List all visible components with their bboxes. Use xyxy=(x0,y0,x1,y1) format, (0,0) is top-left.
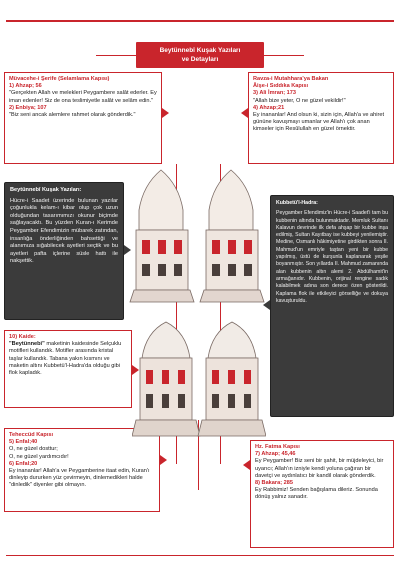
kaide-text-wrap xyxy=(9,341,127,377)
kusak-text: Hücre-i Saadet üzerinde bulunan yazılar çoğunlukla kelam-ı kibar olup çok uzun olduğundan tasarımımızı okunur biçimde sağlayacaktı. Bu yüzden Kuran-ı Kerimde Peygamber Efendimizin mübarek zatından, insanlığa önderliğinden bahsettiği ve alanımıza sığabilecek ayetleri seçtik ve bu ayetleri pafta içlerine süsle hattı ile nakşettik. xyxy=(10,197,118,265)
kusak-box xyxy=(4,182,124,320)
tomb-left-bottom xyxy=(132,322,200,436)
tomb-model-top-image xyxy=(126,160,266,310)
muvacehe-box xyxy=(4,72,162,164)
kaide-text: maketinin kaidesinde Selçuklu motifleri kullandık. Motifler arasında kristal taşlar kullandık. Tabana yakın kısmını ve maketin altını Kubbetü'l-Hadra'da olduğu gibi flok kapladık. xyxy=(9,341,122,377)
teheccud-ref1: 5) Enfal;40 xyxy=(9,439,38,446)
connector-line xyxy=(96,55,136,56)
ravza-ref2: 4) Ahzap;21 xyxy=(253,104,285,111)
kaide-bold: "Beytünnebi" xyxy=(9,341,45,348)
kusak-heading: Beytünnebî Kuşak Yazıları: xyxy=(10,187,82,193)
tomb-left-top xyxy=(130,170,194,302)
kaide-heading: 10) Kaide: xyxy=(9,334,36,340)
fatma-ref2: 8) Bakara; 285 xyxy=(255,480,293,487)
muvacehe-ref1: 1) Ahzap; 56 xyxy=(9,83,42,90)
ravza-ref1: 3) Ali İmran; 173 xyxy=(253,90,297,97)
kaide-box xyxy=(4,330,132,408)
connector-line xyxy=(264,55,304,56)
tomb-model-bottom-image xyxy=(132,318,266,458)
tomb-right-bottom xyxy=(198,322,266,436)
ravza-box xyxy=(248,72,394,164)
arrow-left-icon xyxy=(241,108,248,118)
arrow-left-icon xyxy=(243,460,250,470)
teheccud-text1b: O, ne güzel yardımcıdır! xyxy=(9,453,69,460)
fatma-text2: Ey Rabbimiz! Senden bağışlama dileriz. Sonunda dönüş yalnız sanadır. xyxy=(255,487,378,501)
tomb-right-top xyxy=(200,170,264,302)
fatma-heading: Hz. Fatma Kapısı xyxy=(255,444,300,450)
muvacehe-ref2: 2) Enbiya; 107 xyxy=(9,104,47,111)
kubbe-box xyxy=(270,195,394,417)
top-rule xyxy=(6,20,394,22)
teheccud-text1: O, ne güzel dosttur; xyxy=(9,446,58,453)
fatma-text1: Ey Peygamber! Biz seni bir şahit, bir müjdeleyici, bir uyarıcı; Allah'ın izniyle kendi yoluna çağıran bir davetçi ve aydınlatıcı bir kandil olarak gönderdik. xyxy=(255,458,384,479)
teheccud-heading: Teheccüd Kapısı xyxy=(9,432,54,438)
fatma-box xyxy=(250,440,394,548)
fatma-ref1: 7) Ahzap; 45,46 xyxy=(255,451,296,458)
ravza-text2: Ey inananlar! And olsun ki, sizin için, Allah'a ve ahiret gününe kavuşmayı umanlar ve Allah'ı çok anan kimseler için Resûlullah en güzel örnektir. xyxy=(253,112,385,133)
ravza-text1: "Allah bize yeter, O ne güzel vekildir!" xyxy=(253,97,346,104)
muvacehe-heading: Müvacehe-i Şerife (Selamlama Kapısı) xyxy=(9,76,110,82)
teheccud-ref2: 6) Enfal;20 xyxy=(9,460,38,467)
muvacehe-text1: "Gerçekten Allah ve melekleri Peygambere salât ederler. Ey iman edenler! Siz de ona teslimiyetle salât ve selâm edin." xyxy=(9,90,157,104)
page-title: Beytünnebî Kuşak Yazıları ve Detayları xyxy=(136,42,264,68)
muvacehe-text2: "Biz seni ancak alemlere rahmet olarak gönderdik." xyxy=(9,112,136,119)
ravza-heading2: Âişe-i Sıddıka Kapısı xyxy=(253,83,309,90)
teheccud-text2: Ey inananlar! Allah'a ve Peygamberine itaat edin, Kuran'ı dinleyip dururken yüz çevirmeyin, dinlemedikleri halde "dinledik" diyenler gibi olmayın. xyxy=(9,468,150,489)
ravza-heading1: Ravza-i Mutahhara'ya Bakan xyxy=(253,76,329,82)
bottom-rule xyxy=(6,555,394,556)
arrow-right-icon xyxy=(162,108,169,118)
kubbe-text: Peygamber Efendimiz'in Hücre-i Saadet'i tam bu kubbenin altında bulunmaktadır. Memluk Sultanı Kalavun devrinde ilk defa ahşap bir kubbe inşa edilmiş, Sultan Kayıtbay ise kubbeyi yenilemiştir. Medine, Osmanlı hâkimiyetine girdikten sonra II. Mahmud'un emriyle taştan yeni bir kubbe yapılmış, üstü de kurşunla kaplanarak yeşile boyanmıştır. Son yıllarda II. Mahmud zamanında alan kubbenin altın alemi 2. Abdülhamit'in armağanıdır. Kubbenin, orijinal rengine sadık kalabilmek adına son derece özen gösterildi. Kaplama flok ile etkileyici görselliğe ve dokuya kavuşturuldu. xyxy=(276,210,388,304)
kubbe-heading: Kubbetü'l-Hadra: xyxy=(276,200,318,206)
